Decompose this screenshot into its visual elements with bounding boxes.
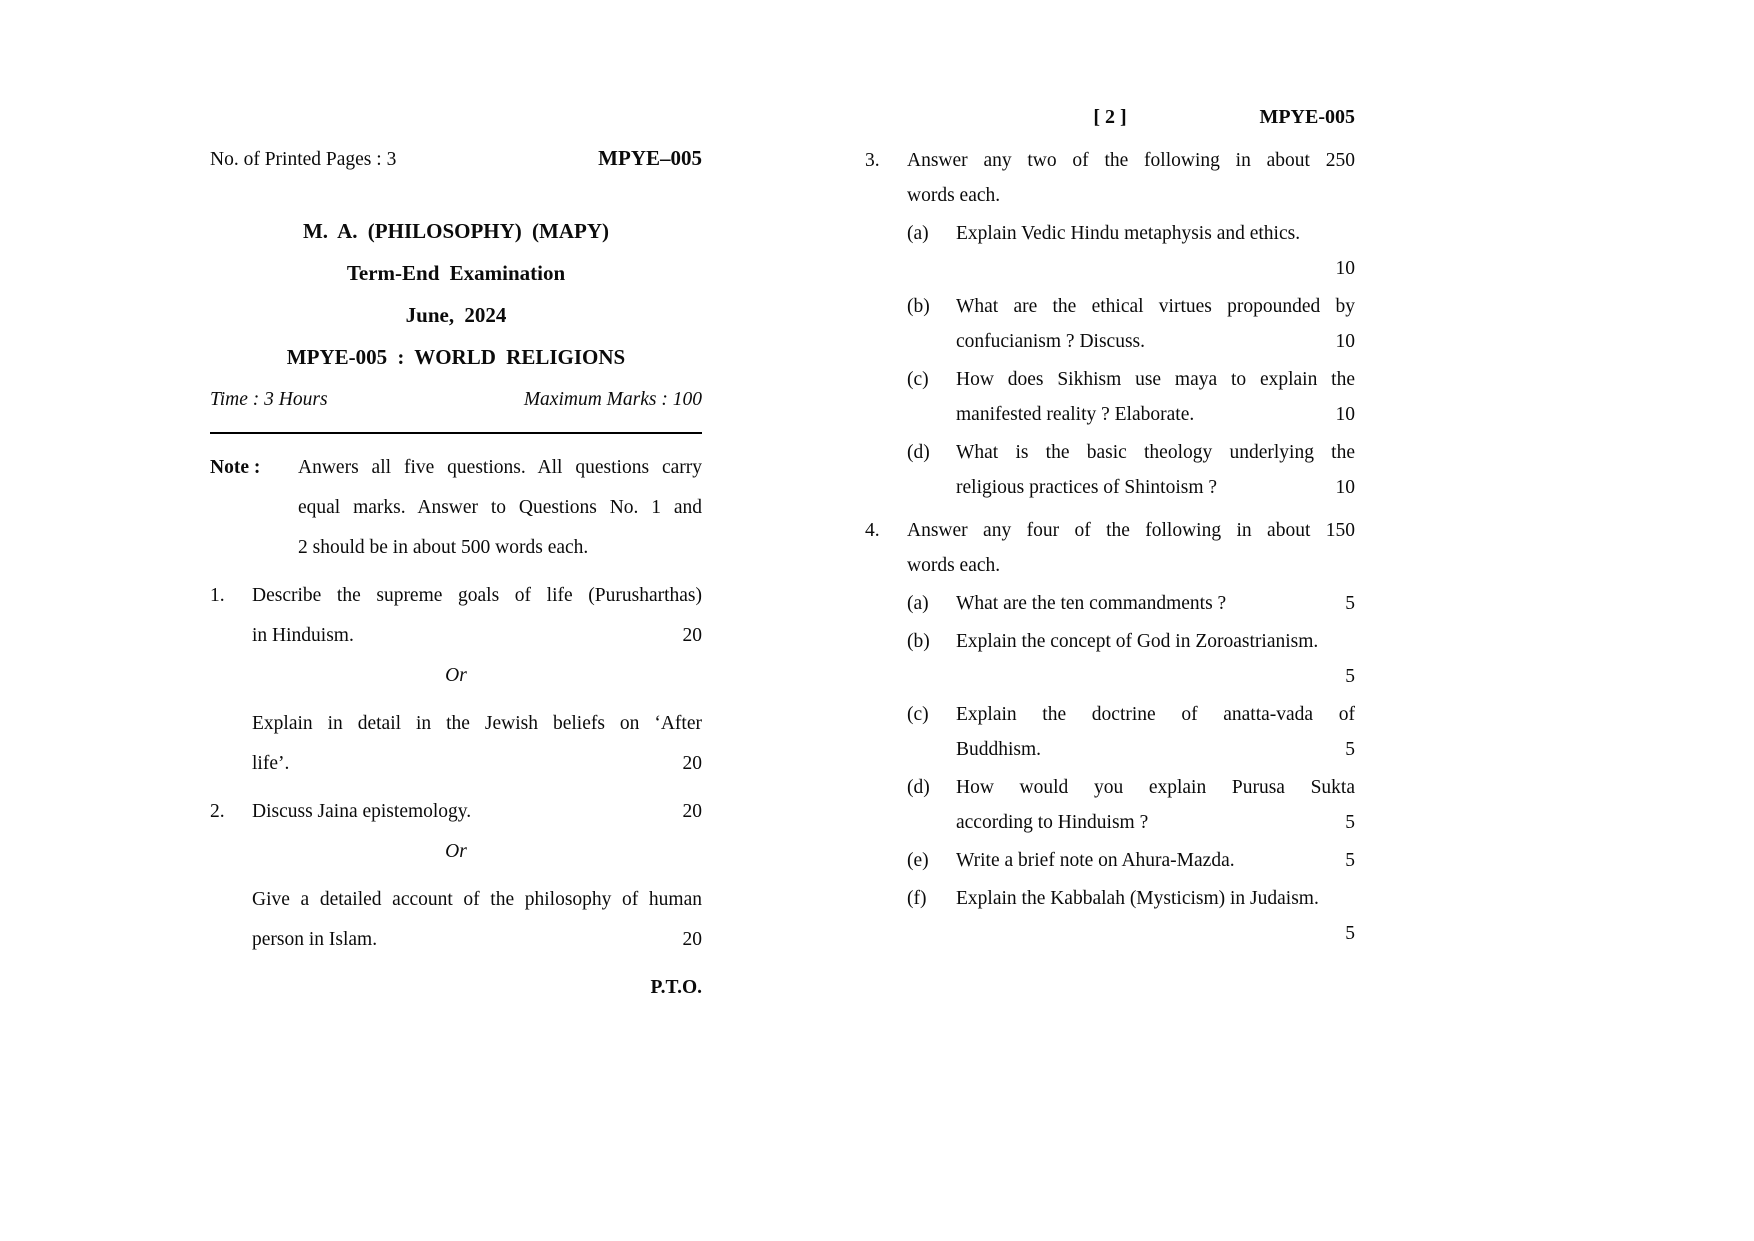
question-number: 3. — [865, 150, 880, 171]
or-separator: Or — [445, 841, 467, 862]
question-number-spacer — [210, 704, 252, 784]
question-text: manifested reality ? Elaborate. — [956, 404, 1195, 425]
exam-meta — [210, 380, 702, 420]
sub-question-4d — [907, 770, 1355, 840]
sub-question-4f — [907, 881, 1355, 951]
question-text: life’. — [252, 753, 290, 774]
question-marks: 20 — [682, 801, 702, 822]
programme-title: M. A. (PHILOSOPHY) (MAPY) — [302, 219, 610, 243]
question-text-line: Give a detailed account of the philosophy of human — [252, 889, 702, 910]
exam-date: June, 2024 — [405, 303, 507, 327]
question-body — [252, 576, 702, 656]
question-marks: 5 — [1345, 739, 1355, 760]
sub-question-4b — [907, 624, 1355, 694]
course-title: MPYE-005 : WORLD RELIGIONS — [286, 345, 626, 369]
note-section — [210, 448, 702, 568]
question-marks: 10 — [1335, 477, 1355, 498]
question-marks: 20 — [682, 753, 702, 774]
question-body — [252, 792, 702, 832]
question-text-line: Explain Vedic Hindu metaphysis and ethics. — [956, 223, 1301, 244]
sub-question-body — [956, 362, 1355, 432]
page-2-header — [865, 100, 1355, 135]
sub-question-body — [956, 624, 1355, 694]
question-body — [907, 513, 1355, 951]
question-text: What are the ten commandments ? — [956, 593, 1227, 614]
note-text — [298, 448, 702, 568]
paper-code: MPYE-005 — [1259, 106, 1355, 128]
page-number: [ 2 ] — [1093, 106, 1127, 128]
question-body — [252, 880, 702, 960]
title-block — [210, 210, 702, 378]
question-marks: 10 — [1335, 404, 1355, 425]
page-2 — [865, 100, 1355, 951]
question-2 — [210, 792, 702, 832]
sub-question-label: (b) — [907, 296, 930, 317]
note-line: equal marks. Answer to Questions No. 1 and — [298, 497, 702, 518]
question-text: according to Hinduism ? — [956, 812, 1149, 833]
question-text-line — [956, 732, 1355, 767]
question-text-line: words each. — [907, 555, 1001, 576]
page-1-header — [210, 138, 702, 180]
question-text-line — [252, 744, 702, 784]
question-number-spacer — [210, 880, 252, 960]
sub-question-3b — [907, 289, 1355, 359]
question-marks: 5 — [1345, 666, 1355, 687]
divider-rule — [210, 432, 702, 434]
question-marks: 20 — [682, 929, 702, 950]
note-line: 2 should be in about 500 words each. — [298, 537, 589, 558]
question-text-line: Explain the concept of God in Zoroastrianism. — [956, 631, 1319, 652]
question-text-line: Answer any two of the following in about 250 — [907, 150, 1355, 171]
question-text: confucianism ? Discuss. — [956, 331, 1146, 352]
question-text-line — [956, 397, 1355, 432]
question-text: Discuss Jaina epistemology. — [252, 801, 472, 822]
question-marks: 5 — [1345, 923, 1355, 944]
question-4 — [865, 513, 1355, 951]
question-text-line: Explain the doctrine of anatta-vada of — [956, 704, 1355, 725]
question-text-line: Answer any four of the following in about 150 — [907, 520, 1355, 541]
question-body — [252, 704, 702, 784]
sub-question-body — [956, 216, 1355, 286]
exam-type: Term-End Examination — [346, 261, 566, 285]
question-text: religious practices of Shintoism ? — [956, 477, 1218, 498]
question-marks: 5 — [1345, 812, 1355, 833]
sub-question-label: (a) — [907, 593, 929, 614]
question-marks: 20 — [682, 625, 702, 646]
question-text-line: What are the ethical virtues propounded by — [956, 296, 1355, 317]
question-text-line: What is the basic theology underlying the — [956, 442, 1355, 463]
sub-question-label: (c) — [907, 704, 929, 725]
question-text-line — [252, 920, 702, 960]
note-label: Note : — [210, 457, 261, 478]
sub-question-4c — [907, 697, 1355, 767]
sub-question-body — [956, 843, 1355, 878]
question-1 — [210, 576, 702, 656]
page-1 — [210, 138, 702, 1008]
question-text-line: Explain in detail in the Jewish beliefs on ‘After — [252, 713, 702, 734]
question-text-line: Explain the Kabbalah (Mysticism) in Judaism. — [956, 888, 1319, 909]
time-allowed: Time : 3 Hours — [210, 389, 328, 410]
question-marks: 5 — [1345, 593, 1355, 614]
sub-question-body — [956, 697, 1355, 767]
sub-question-label: (d) — [907, 777, 930, 798]
sub-question-body — [956, 289, 1355, 359]
paper-code: MPYE–005 — [598, 146, 702, 170]
sub-question-4e — [907, 843, 1355, 878]
question-text-line — [956, 470, 1355, 505]
question-text: Write a brief note on Ahura-Mazda. — [956, 850, 1235, 871]
question-text-line — [252, 792, 702, 832]
maximum-marks: Maximum Marks : 100 — [523, 389, 702, 410]
pto-label: P.T.O. — [650, 977, 702, 998]
question-text-line: How does Sikhism use maya to explain the — [956, 369, 1355, 390]
question-1-alternative — [210, 704, 702, 784]
question-marks: 5 — [1345, 850, 1355, 871]
question-text: person in Islam. — [252, 929, 378, 950]
question-body — [907, 143, 1355, 505]
question-text-line — [956, 805, 1355, 840]
question-text-line — [956, 843, 1355, 878]
printed-pages-label: No. of Printed Pages : 3 — [210, 149, 397, 170]
sub-question-label: (b) — [907, 631, 930, 652]
sub-question-4a — [907, 586, 1355, 621]
sub-question-label: (d) — [907, 442, 930, 463]
question-text-line: How would you explain Purusa Sukta — [956, 777, 1355, 798]
or-separator: Or — [445, 665, 467, 686]
question-text: Buddhism. — [956, 739, 1042, 760]
sub-question-3d — [907, 435, 1355, 505]
question-number: 4. — [865, 520, 880, 541]
sub-question-label: (c) — [907, 369, 929, 390]
question-text-line: words each. — [907, 185, 1001, 206]
question-text: in Hinduism. — [252, 625, 354, 646]
question-text-line: Describe the supreme goals of life (Purusharthas) — [252, 585, 702, 606]
note-line: Anwers all five questions. All questions carry — [298, 457, 702, 478]
question-2-alternative — [210, 880, 702, 960]
sub-question-3a — [907, 216, 1355, 286]
question-text-line — [956, 586, 1355, 621]
question-marks: 10 — [1335, 258, 1355, 279]
sub-question-body — [956, 586, 1355, 621]
sub-question-label: (e) — [907, 850, 929, 871]
question-number: 1. — [210, 585, 225, 606]
question-3 — [865, 143, 1355, 505]
sub-question-label: (f) — [907, 888, 927, 909]
question-text-line — [252, 616, 702, 656]
sub-question-body — [956, 435, 1355, 505]
sub-question-3c — [907, 362, 1355, 432]
sub-question-body — [956, 770, 1355, 840]
sub-question-body — [956, 881, 1355, 951]
sub-question-label: (a) — [907, 223, 929, 244]
question-text-line — [956, 324, 1355, 359]
question-number: 2. — [210, 801, 225, 822]
question-marks: 10 — [1335, 331, 1355, 352]
